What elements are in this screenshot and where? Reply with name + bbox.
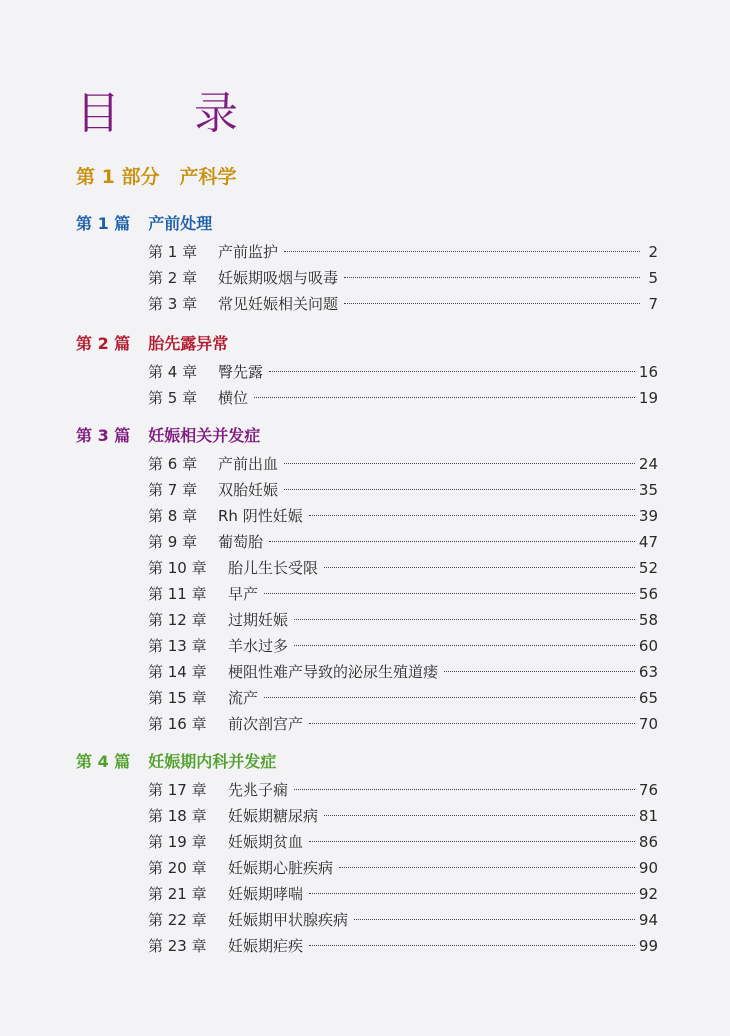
chapter-number: 第 9 章 — [148, 533, 198, 551]
chapter-title: 产前监护 — [218, 243, 279, 261]
chapter-title: 双胎妊娠 — [218, 481, 279, 499]
chapter-number: 第 17 章 — [148, 781, 207, 799]
section-heading[interactable] — [76, 425, 658, 447]
chapter-list — [76, 451, 658, 737]
chapter-title: 妊娠期心脏疾病 — [228, 859, 334, 877]
dot-leader — [284, 251, 640, 252]
dot-leader — [254, 397, 635, 398]
section-name: 妊娠期内科并发症 — [148, 752, 277, 771]
chapter-title: 妊娠期贫血 — [228, 833, 304, 851]
chapter-list — [76, 777, 658, 959]
chapter-number: 第 11 章 — [148, 585, 207, 603]
chapter-number: 第 12 章 — [148, 611, 207, 629]
chapter-number: 第 16 章 — [148, 715, 207, 733]
section-name: 产前处理 — [148, 214, 213, 233]
section-number: 第 2 篇 — [76, 334, 131, 353]
chapter-title: 胎儿生长受限 — [228, 559, 319, 577]
dot-leader — [294, 789, 635, 790]
dot-leader — [284, 489, 635, 490]
page-number: 52 — [638, 559, 658, 577]
section-heading[interactable] — [76, 213, 658, 235]
chapter-number: 第 23 章 — [148, 937, 207, 955]
page-number: 81 — [638, 807, 658, 825]
chapter-entry[interactable] — [148, 239, 658, 265]
chapter-list — [76, 239, 658, 317]
dot-leader — [309, 515, 635, 516]
chapter-title: 先兆子痫 — [228, 781, 289, 799]
toc-section — [76, 213, 658, 317]
page-number: 5 — [648, 269, 658, 287]
dot-leader — [339, 867, 635, 868]
dot-leader — [309, 893, 635, 894]
chapter-entry[interactable] — [148, 607, 658, 633]
page-number: 56 — [638, 585, 658, 603]
chapter-title: 前次剖宫产 — [228, 715, 304, 733]
chapter-number: 第 3 章 — [148, 295, 198, 313]
chapter-number: 第 4 章 — [148, 363, 198, 381]
toc-section — [76, 333, 658, 411]
page-number: 58 — [638, 611, 658, 629]
chapter-entry[interactable] — [148, 829, 658, 855]
dot-leader — [344, 303, 640, 304]
page-number: 39 — [638, 507, 658, 525]
page-number: 60 — [638, 637, 658, 655]
page-number: 90 — [638, 859, 658, 877]
dot-leader — [264, 593, 635, 594]
chapter-number: 第 7 章 — [148, 481, 198, 499]
dot-leader — [324, 815, 635, 816]
chapter-entry[interactable] — [148, 359, 658, 385]
chapter-number: 第 14 章 — [148, 663, 207, 681]
dot-leader — [354, 919, 635, 920]
section-heading[interactable] — [76, 333, 658, 355]
chapter-title: 妊娠期吸烟与吸毒 — [218, 269, 339, 287]
chapter-title: 过期妊娠 — [228, 611, 289, 629]
chapter-entry[interactable] — [148, 659, 658, 685]
chapter-number: 第 10 章 — [148, 559, 207, 577]
chapter-number: 第 2 章 — [148, 269, 198, 287]
page-number: 63 — [638, 663, 658, 681]
dot-leader — [324, 567, 635, 568]
chapter-title: 梗阻性难产导致的泌尿生殖道瘘 — [228, 663, 439, 681]
chapter-number: 第 15 章 — [148, 689, 207, 707]
chapter-entry[interactable] — [148, 711, 658, 737]
dot-leader — [309, 841, 635, 842]
chapter-number: 第 21 章 — [148, 885, 207, 903]
chapter-entry[interactable] — [148, 529, 658, 555]
chapter-number: 第 19 章 — [148, 833, 207, 851]
chapter-title: 妊娠期哮喘 — [228, 885, 304, 903]
dot-leader — [344, 277, 640, 278]
chapter-number: 第 8 章 — [148, 507, 198, 525]
chapter-entry[interactable] — [148, 555, 658, 581]
chapter-number: 第 6 章 — [148, 455, 198, 473]
chapter-title: 早产 — [228, 585, 259, 603]
chapter-entry[interactable] — [148, 581, 658, 607]
chapter-entry[interactable] — [148, 855, 658, 881]
chapter-number: 第 5 章 — [148, 389, 198, 407]
dot-leader — [309, 945, 635, 946]
part-heading — [76, 166, 236, 189]
chapter-title: Rh 阴性妊娠 — [218, 507, 303, 525]
chapter-entry[interactable] — [148, 265, 658, 291]
part-name: 产科学 — [179, 166, 237, 188]
page-number: 99 — [638, 937, 658, 955]
chapter-number: 第 20 章 — [148, 859, 207, 877]
chapter-title: 产前出血 — [218, 455, 279, 473]
chapter-number: 第 13 章 — [148, 637, 207, 655]
chapter-entry[interactable] — [148, 633, 658, 659]
chapter-number: 第 22 章 — [148, 911, 207, 929]
chapter-title: 葡萄胎 — [218, 533, 264, 551]
chapter-title: 羊水过多 — [228, 637, 289, 655]
dot-leader — [269, 371, 635, 372]
chapter-title: 妊娠期甲状腺疾病 — [228, 911, 349, 929]
chapter-number: 第 1 章 — [148, 243, 198, 261]
section-number: 第 4 篇 — [76, 752, 131, 771]
page-number: 70 — [638, 715, 658, 733]
page-number: 7 — [648, 295, 658, 313]
chapter-entry[interactable] — [148, 503, 658, 529]
chapter-title: 常见妊娠相关问题 — [218, 295, 339, 313]
page-number: 16 — [638, 363, 658, 381]
page-number: 2 — [648, 243, 658, 261]
section-number: 第 1 篇 — [76, 214, 131, 233]
page-number: 47 — [638, 533, 658, 551]
page-number: 76 — [638, 781, 658, 799]
dot-leader — [264, 697, 635, 698]
chapter-entry[interactable] — [148, 477, 658, 503]
chapter-entry[interactable] — [148, 907, 658, 933]
chapter-entry[interactable] — [148, 881, 658, 907]
section-number: 第 3 篇 — [76, 426, 131, 445]
dot-leader — [444, 671, 635, 672]
page-number: 19 — [638, 389, 658, 407]
page-number: 86 — [638, 833, 658, 851]
part-number: 第 1 部分 — [76, 166, 160, 188]
dot-leader — [309, 723, 635, 724]
dot-leader — [269, 541, 635, 542]
chapter-entry[interactable] — [148, 451, 658, 477]
toc-section — [76, 425, 658, 737]
page-number: 65 — [638, 689, 658, 707]
chapter-title: 臀先露 — [218, 363, 264, 381]
page-number: 94 — [638, 911, 658, 929]
chapter-title: 妊娠期疟疾 — [228, 937, 304, 955]
chapter-entry[interactable] — [148, 385, 658, 411]
toc-title: 目 录 — [76, 88, 268, 139]
section-name: 胎先露异常 — [148, 334, 229, 353]
chapter-title: 横位 — [218, 389, 249, 407]
chapter-title: 流产 — [228, 689, 259, 707]
chapter-entry[interactable] — [148, 933, 658, 959]
chapter-title: 妊娠期糖尿病 — [228, 807, 319, 825]
section-heading[interactable] — [76, 751, 658, 773]
chapter-entry[interactable] — [148, 777, 658, 803]
chapter-entry[interactable] — [148, 685, 658, 711]
dot-leader — [284, 463, 635, 464]
page-number: 35 — [638, 481, 658, 499]
chapter-number: 第 18 章 — [148, 807, 207, 825]
page-number: 92 — [638, 885, 658, 903]
chapter-entry[interactable] — [148, 803, 658, 829]
chapter-entry[interactable] — [148, 291, 658, 317]
section-name: 妊娠相关并发症 — [148, 426, 261, 445]
toc-section — [76, 751, 658, 959]
page-number: 24 — [638, 455, 658, 473]
dot-leader — [294, 619, 635, 620]
chapter-list — [76, 359, 658, 411]
dot-leader — [294, 645, 635, 646]
